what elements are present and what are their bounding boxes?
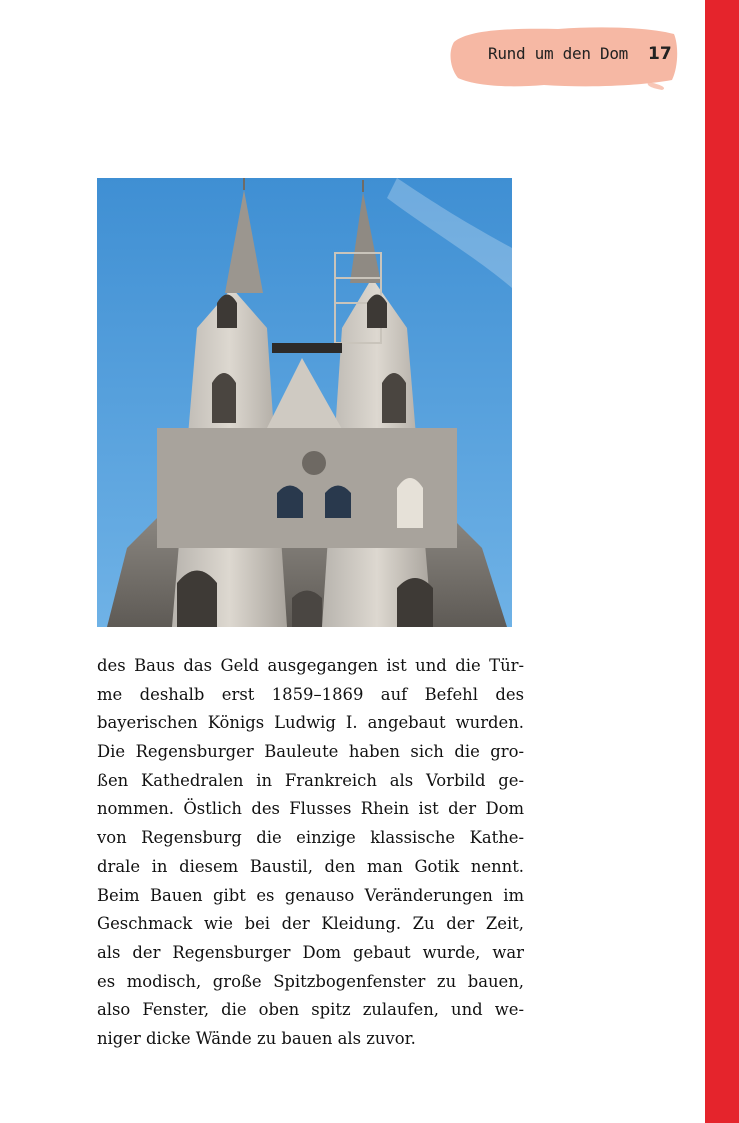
text-line: Beim Bauen gibt es genauso Veränderungen im [97, 885, 524, 905]
text-line: es modisch, große Spitzbogenfenster zu bauen, [97, 971, 524, 991]
text-line: von Regensburg die einzige klassische Kathe- [97, 828, 524, 848]
text-line: Geschmack wie bei der Kleidung. Zu der Zeit, [97, 914, 524, 934]
text-line: Die Regensburger Bauleute haben sich die gro- [97, 742, 524, 762]
regensburg-cathedral-image [97, 178, 512, 627]
page-number: 17 [648, 44, 672, 64]
text-line: me deshalb erst 1859–1869 auf Befehl des [97, 684, 524, 704]
body-paragraph [97, 652, 524, 1054]
text-line: niger dicke Wände zu bauen als zuvor. [97, 1028, 416, 1048]
section-title: Rund um den Dom [488, 44, 628, 63]
text-line: ßen Kathedralen in Frankreich als Vorbild ge- [97, 770, 524, 790]
text-line: nommen. Östlich des Flusses Rhein ist der Dom [97, 799, 524, 819]
text-line: drale in diesem Baustil, den man Gotik nennt. [97, 856, 524, 876]
text-line: als der Regensburger Dom gebaut wurde, war [97, 942, 524, 962]
text-line: bayerischen Königs Ludwig I. angebaut wurden. [97, 713, 524, 733]
cathedral-photo [97, 178, 512, 627]
text-line: also Fenster, die oben spitz zulaufen, und we- [97, 1000, 524, 1020]
text-line: des Baus das Geld ausgegangen ist und die Tür- [97, 656, 524, 675]
chapter-color-bar [705, 0, 739, 1123]
